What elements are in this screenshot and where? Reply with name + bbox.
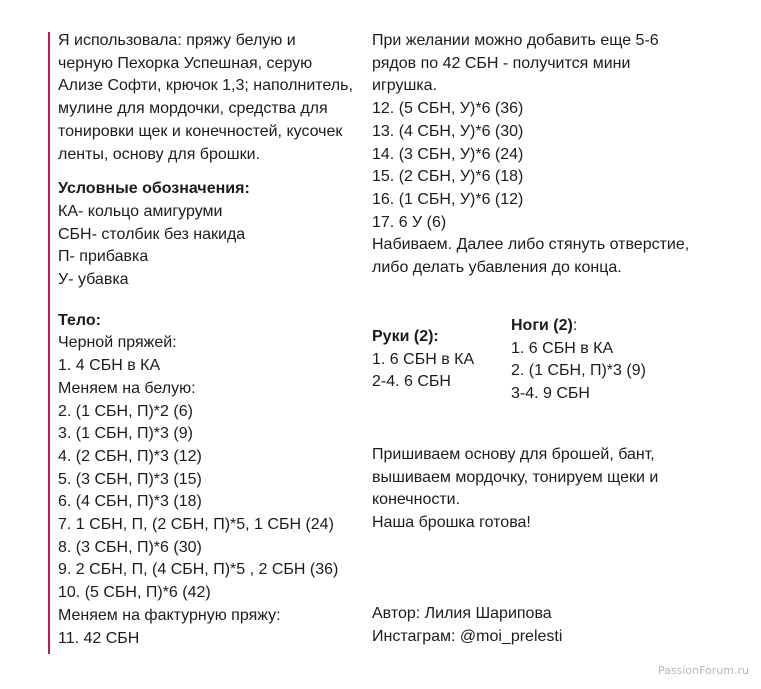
materials-line: ленты, основу для брошки. [58, 145, 260, 163]
body-row: 3. (1 СБН, П)*3 (9) [58, 425, 193, 443]
body-row: 10. (5 СБН, П)*6 (42) [58, 584, 211, 602]
legs-row: 1. 6 СБН в КА [511, 339, 614, 357]
arms-row: 2-4. 6 СБН [372, 373, 451, 391]
extra-line: либо делать убавления до конца. [372, 259, 622, 277]
arms-title: Руки (2): [372, 328, 439, 345]
body-row: Черной пряжей: [58, 334, 177, 352]
finish-line: вышиваем мордочку, тонируем щеки и [372, 468, 659, 486]
arms-section [372, 326, 474, 394]
body-row: 9. 2 СБН, П, (4 СБН, П)*5 , 2 СБН (36) [58, 561, 339, 579]
spacer [58, 292, 358, 310]
materials-line: тонировки щек и конечностей, кусочек [58, 122, 343, 140]
materials-line: черную Пехорка Успешная, серую [58, 54, 313, 72]
finish-line: Наша брошка готова! [372, 514, 531, 532]
finish-line: конечности. [372, 491, 461, 509]
legs-section [511, 315, 646, 406]
left-column [58, 30, 358, 650]
materials-line: Я использовала: пряжу белую и [58, 32, 296, 49]
legend-item: П- прибавка [58, 248, 149, 266]
extra-line: 12. (5 СБН, У)*6 (36) [372, 100, 524, 118]
right-column-top [372, 30, 712, 280]
body-title: Тело: [58, 311, 101, 329]
body-row: 2. (1 СБН, П)*2 (6) [58, 402, 193, 420]
legs-row: 2. (1 СБН, П)*3 (9) [511, 362, 646, 380]
finish-line: Пришиваем основу для брошей, бант, [372, 446, 655, 463]
author-line: Автор: Лилия Шарипова [372, 605, 552, 622]
extra-line: 17. 6 У (6) [372, 213, 447, 231]
legend-item: У- убавка [58, 271, 129, 289]
extra-line: игрушка. [372, 77, 438, 95]
watermark: PassionForum.ru [658, 664, 749, 678]
instagram-line: Инстаграм: @moi_prelesti [372, 627, 563, 645]
body-row: 8. (3 СБН, П)*6 (30) [58, 538, 202, 556]
body-row: 1. 4 СБН в КА [58, 357, 161, 375]
materials-line: мулине для мордочки, средства для [58, 100, 328, 118]
body-row: Меняем на фактурную пряжу: [58, 606, 281, 624]
credits-section [372, 603, 562, 648]
legs-row: 3-4. 9 СБН [511, 385, 590, 403]
extra-line: 16. (1 СБН, У)*6 (12) [372, 190, 524, 208]
body-row: 6. (4 СБН, П)*3 (18) [58, 493, 202, 511]
body-row: 7. 1 СБН, П, (2 СБН, П)*5, 1 СБН (24) [58, 516, 334, 534]
legs-title: Ноги (2) [511, 317, 573, 334]
extra-line: При желании можно добавить еще 5-6 [372, 32, 659, 49]
extra-line: 14. (3 СБН, У)*6 (24) [372, 145, 524, 163]
body-row: 11. 42 СБН [58, 629, 140, 647]
body-row: 4. (2 СБН, П)*3 (12) [58, 447, 202, 465]
body-row: 5. (3 СБН, П)*3 (15) [58, 470, 202, 488]
extra-line: рядов по 42 СБН - получится мини [372, 54, 631, 72]
spacer [58, 166, 358, 178]
legs-title-colon: : [572, 317, 578, 334]
extra-line: 13. (4 СБН, У)*6 (30) [372, 122, 524, 140]
left-accent-bar [48, 32, 50, 654]
materials-line: Ализе Софти, крючок 1,3; наполнитель, [58, 77, 353, 95]
legend-title: Условные обозначения: [58, 180, 250, 198]
legend-item: СБН- столбик без накида [58, 225, 246, 243]
extra-line: 15. (2 СБН, У)*6 (18) [372, 168, 524, 186]
finish-section [372, 444, 658, 535]
extra-line: Набиваем. Далее либо стянуть отверстие, [372, 236, 690, 254]
legend-item: КА- кольцо амигуруми [58, 202, 223, 220]
legs-title-line [511, 315, 646, 338]
body-row: Меняем на белую: [58, 379, 196, 397]
arms-row: 1. 6 СБН в КА [372, 350, 475, 368]
